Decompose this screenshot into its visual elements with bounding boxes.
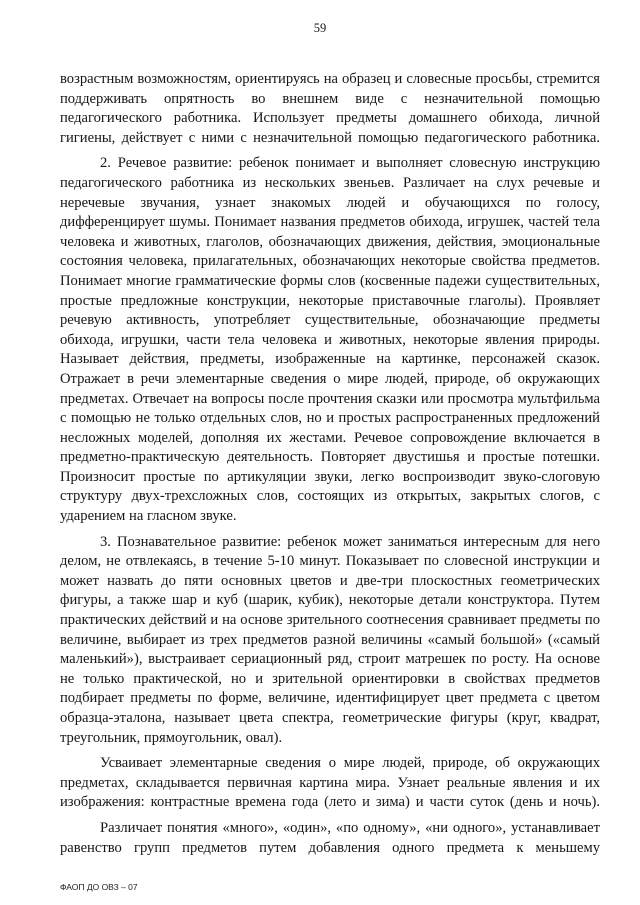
text-line: равенство групп предметов путем добавления одного предмета к меньшему xyxy=(60,839,600,856)
text-line: предметно-практическую деятельность. Повторяет двустишья и простые потешки. xyxy=(60,449,600,466)
text-line: практических действий и на основе зрительного соотнесения сравнивает предметы по xyxy=(60,612,600,629)
text-line: предметах, складывается первичная картина мира. Узнает реальные явления и их xyxy=(60,774,600,791)
text-line: поддерживать опрятность во внешнем виде с незначительной помощью xyxy=(60,90,600,107)
text-line: Различает понятия «много», «один», «по одному», «ни одного», устанавливает xyxy=(100,819,600,836)
text-line: обихода, игрушки, части тела человека и животных, некоторые явления природы. xyxy=(60,331,600,348)
text-line: маленький»), выстраивает сериационный ряд, строит матрешек по росту. На основе xyxy=(60,651,600,668)
text-line: треугольник, прямоугольник, овал). xyxy=(60,729,283,746)
text-line: фигуры, а также шар и куб (шарик, кубик), некоторые детали конструктора. Путем xyxy=(60,592,600,609)
text-line: величине, выбирает из трех предметов разной величины «самый большой» («самый xyxy=(60,631,600,648)
text-line: 2. Речевое развитие: ребенок понимает и выполняет словесную инструкцию xyxy=(100,155,600,172)
text-line: не только практической, но и зрительной ориентировки в свойствах предметов xyxy=(60,670,600,687)
text-line: может назвать до пяти основных цветов и две-три плоскостных геометрических xyxy=(60,572,600,589)
text-line: Называет действия, предметы, изображенные на картинке, персонажей сказок. xyxy=(60,351,600,368)
text-line: Усваивает элементарные сведения о мире людей, природе, об окружающих xyxy=(100,755,600,772)
text-line: образца-эталона, называет цвета спектра, геометрические фигуры (круг, квадрат, xyxy=(60,710,600,726)
text-line: Отражает в речи элементарные сведения о мире людей, природе, об окружающих xyxy=(60,370,600,387)
text-line: несложных моделей, дополняя их жестами. Речевое сопровождение включается в xyxy=(60,429,600,446)
text-line: человека и животных, глаголов, обозначающих движения, действия, эмоциональные xyxy=(60,233,600,250)
text-line: педагогического работника из нескольких звеньев. Различает на слух речевые и xyxy=(60,174,600,191)
text-line: состояния человека, прилагательных, обозначающих некоторые свойства предметов. xyxy=(60,253,600,270)
text-line: подбирает предметы по форме, величине, идентифицирует цвет предмета с цветом xyxy=(60,690,600,707)
text-line: неречевые звучания, узнает знакомых людей и обучающихся по голосу, xyxy=(60,194,600,211)
text-line: с помощью не только отдельных слов, но и простых распространенных предложений xyxy=(60,410,600,427)
text-line: делом, не отвлекаясь, в течение 5-10 минут. Показывает по словесной инструкции и xyxy=(60,553,600,570)
paragraph-speech-development xyxy=(60,154,600,526)
text-line: структуру двух-трехсложных слов, состоящих из открытых, закрытых слогов, с xyxy=(60,488,600,505)
text-line: простые предложные конструкции, некоторые приставочные глаголы). Проявляет xyxy=(60,292,600,309)
text-line: изображения: контрастные времена года (лето и зима) и части суток (день и ночь). xyxy=(60,794,600,811)
text-line: предметах. Отвечает на вопросы после прочтения сказки или просмотра мультфильма xyxy=(60,390,600,407)
body-text xyxy=(60,70,600,858)
text-line: гигиены, действует с ними с незначительной помощью педагогического работника. xyxy=(60,129,600,146)
paragraph-cognitive-development xyxy=(60,533,600,749)
text-line: возрастным возможностям, ориентируясь на образец и словесные просьбы, стремится xyxy=(60,71,600,87)
text-line: 3. Познавательное развитие: ребенок может заниматься интересным для него xyxy=(100,533,600,550)
paragraph xyxy=(60,70,600,148)
text-line: педагогического работника. Использует предметы домашнего обихода, личной xyxy=(60,110,600,127)
text-line: ударением на гласном звуке. xyxy=(60,508,237,525)
footer-document-code: ФАОП ДО ОВЗ – 07 xyxy=(60,882,138,892)
text-line: речевую активность, употребляет существительные, обозначающие предметы xyxy=(60,312,600,329)
paragraph-quantity-concepts xyxy=(60,819,600,858)
text-line: Произносит простые по артикуляции звуки, легко воспроизводит звуко-слоговую xyxy=(60,468,600,485)
text-line: Понимает многие грамматические формы слов (косвенные падежи существительных, xyxy=(60,272,600,289)
paragraph-world-knowledge xyxy=(60,754,600,813)
text-line: дифференцирует шумы. Понимает названия предметов обихода, игрушек, частей тела xyxy=(60,214,600,231)
page-number: 59 xyxy=(313,21,327,35)
